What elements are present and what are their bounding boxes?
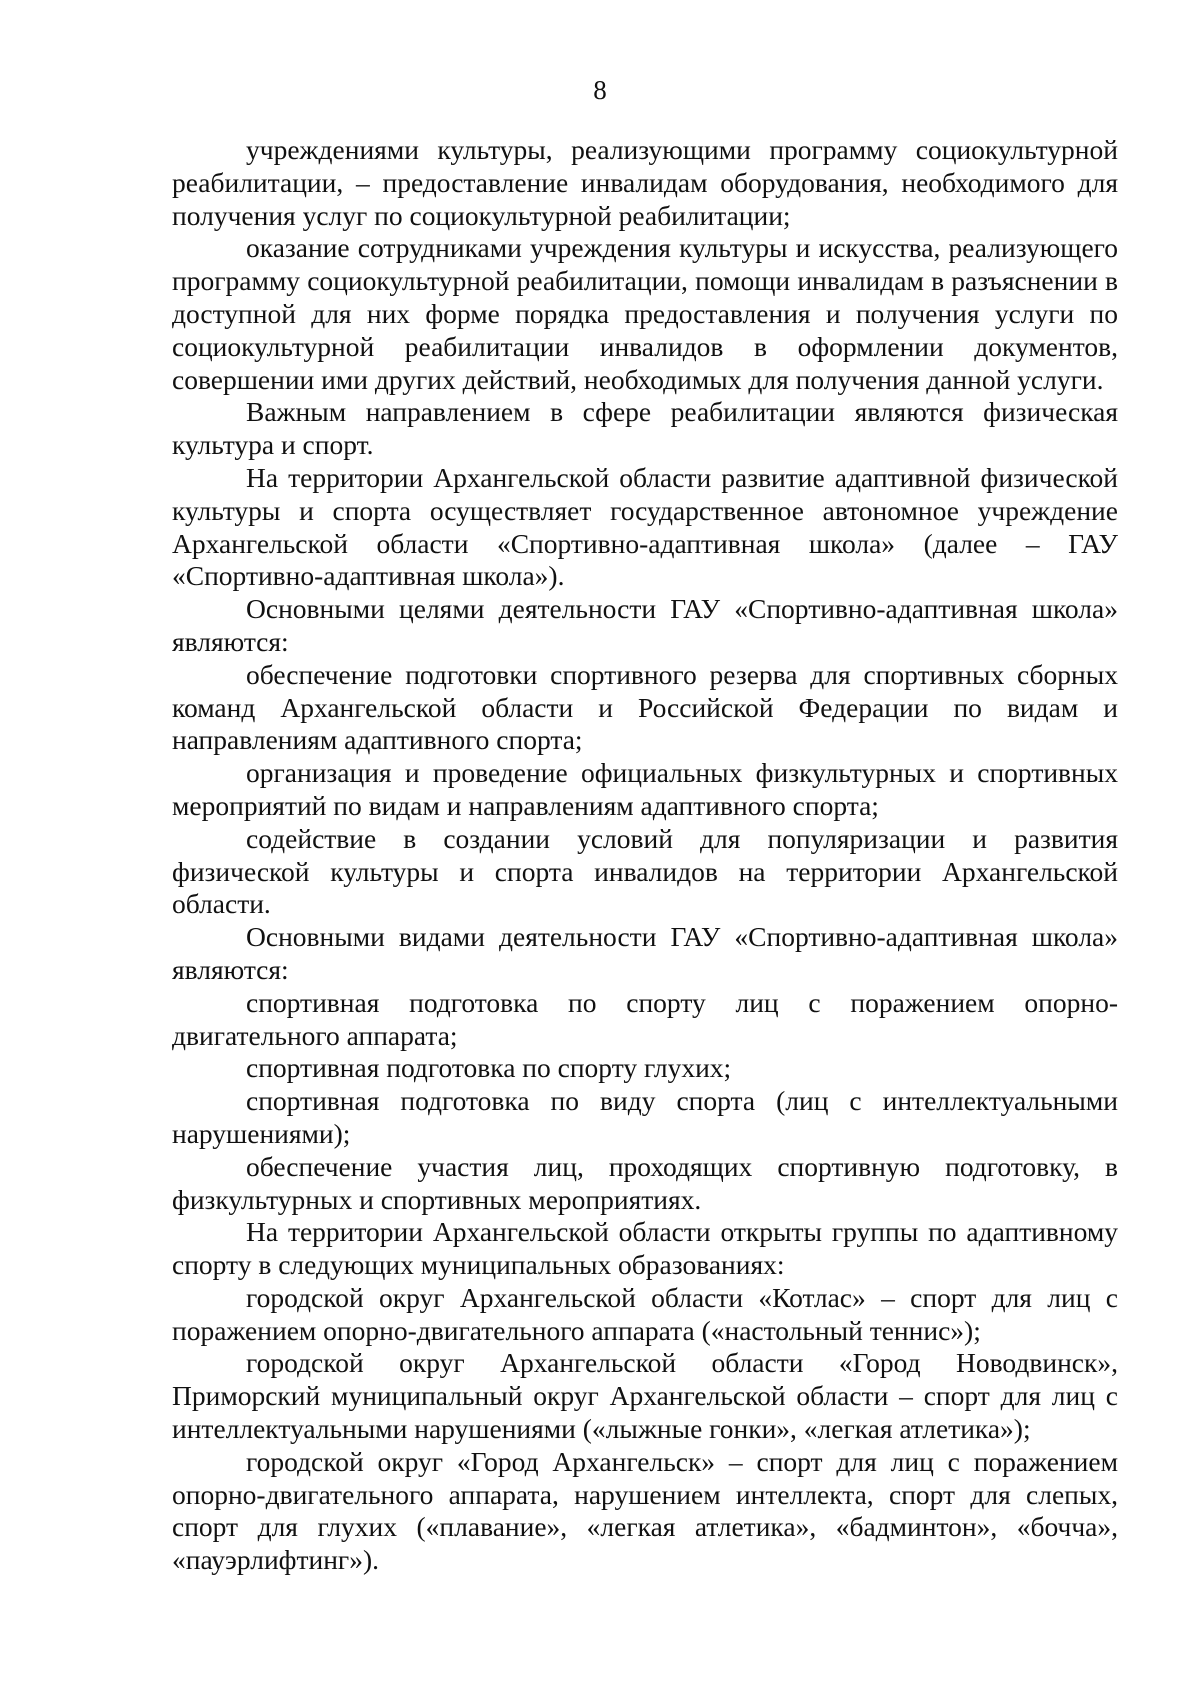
- paragraph: обеспечение подготовки спортивного резерва для спортивных сборных команд Архангельской области и Российской Федерации по видам и направлениям адаптивного спорта;: [172, 658, 1118, 756]
- paragraph: оказание сотрудниками учреждения культуры и искусства, реализующего программу социокультурной реабилитации, помощи инвалидам в разъяснении в доступной для них форме порядка предоставления и получения услуги по социокультурной реабилитации инвалидов в оформлении документов, совершении ими других действий, необходимых для получения данной услуги.: [172, 232, 1118, 395]
- paragraph: На территории Архангельской области открыты группы по адаптивному спорту в следующих муниципальных образованиях:: [172, 1216, 1118, 1281]
- paragraph: Важным направлением в сфере реабилитации являются физическая культура и спорт.: [172, 396, 1118, 461]
- paragraph: Основными видами деятельности ГАУ «Спортивно-адаптивная школа» являются:: [172, 921, 1118, 985]
- paragraph: городской округ «Город Архангельск» – спорт для лиц с поражением опорно-двигательного аппарата, нарушением интеллекта, спорт для слепых, спорт для глухих («плавание», «легкая атлетика», «бадминтон», «бочча», «пауэрлифтинг»).: [172, 1445, 1118, 1576]
- document-body: [172, 134, 1118, 1577]
- page-number: 8: [593, 75, 607, 105]
- paragraph: городской округ Архангельской области «Город Новодвинск», Приморский муниципальный округ Архангельской области – спорт для лиц с интеллектуальными нарушениями («лыжные гонки», «легкая атлетика»);: [172, 1347, 1118, 1445]
- paragraph: организация и проведение официальных физкультурных и спортивных мероприятий по видам и направлениям адаптивного спорта;: [172, 757, 1118, 821]
- paragraph: спортивная подготовка по спорту глухих;: [246, 1052, 732, 1084]
- paragraph: спортивная подготовка по виду спорта (лиц с интеллектуальными нарушениями);: [172, 1085, 1118, 1149]
- paragraph: обеспечение участия лиц, проходящих спортивную подготовку, в физкультурных и спортивных мероприятиях.: [172, 1150, 1118, 1215]
- paragraph: спортивная подготовка по спорту лиц с поражением опорно-двигательного аппарата;: [172, 986, 1118, 1051]
- paragraph: Основными целями деятельности ГАУ «Спортивно-адаптивная школа» являются:: [172, 593, 1118, 657]
- paragraph: учреждениями культуры, реализующими программу социокультурной реабилитации, – предоставление инвалидам оборудования, необходимого для получения услуг по социокультурной реабилитации;: [172, 134, 1118, 231]
- paragraph: На территории Архангельской области развитие адаптивной физической культуры и спорта осуществляет государственное автономное учреждение Архангельской области «Спортивно-адаптивная школа» (далее – ГАУ «Спортивно-адаптивная школа»).: [172, 461, 1118, 592]
- paragraph: содействие в создании условий для популяризации и развития физической культуры и спорта инвалидов на территории Архангельской области.: [172, 822, 1118, 920]
- paragraph: городской округ Архангельской области «Котлас» – спорт для лиц с поражением опорно-двигательного аппарата («настольный теннис»);: [172, 1281, 1118, 1346]
